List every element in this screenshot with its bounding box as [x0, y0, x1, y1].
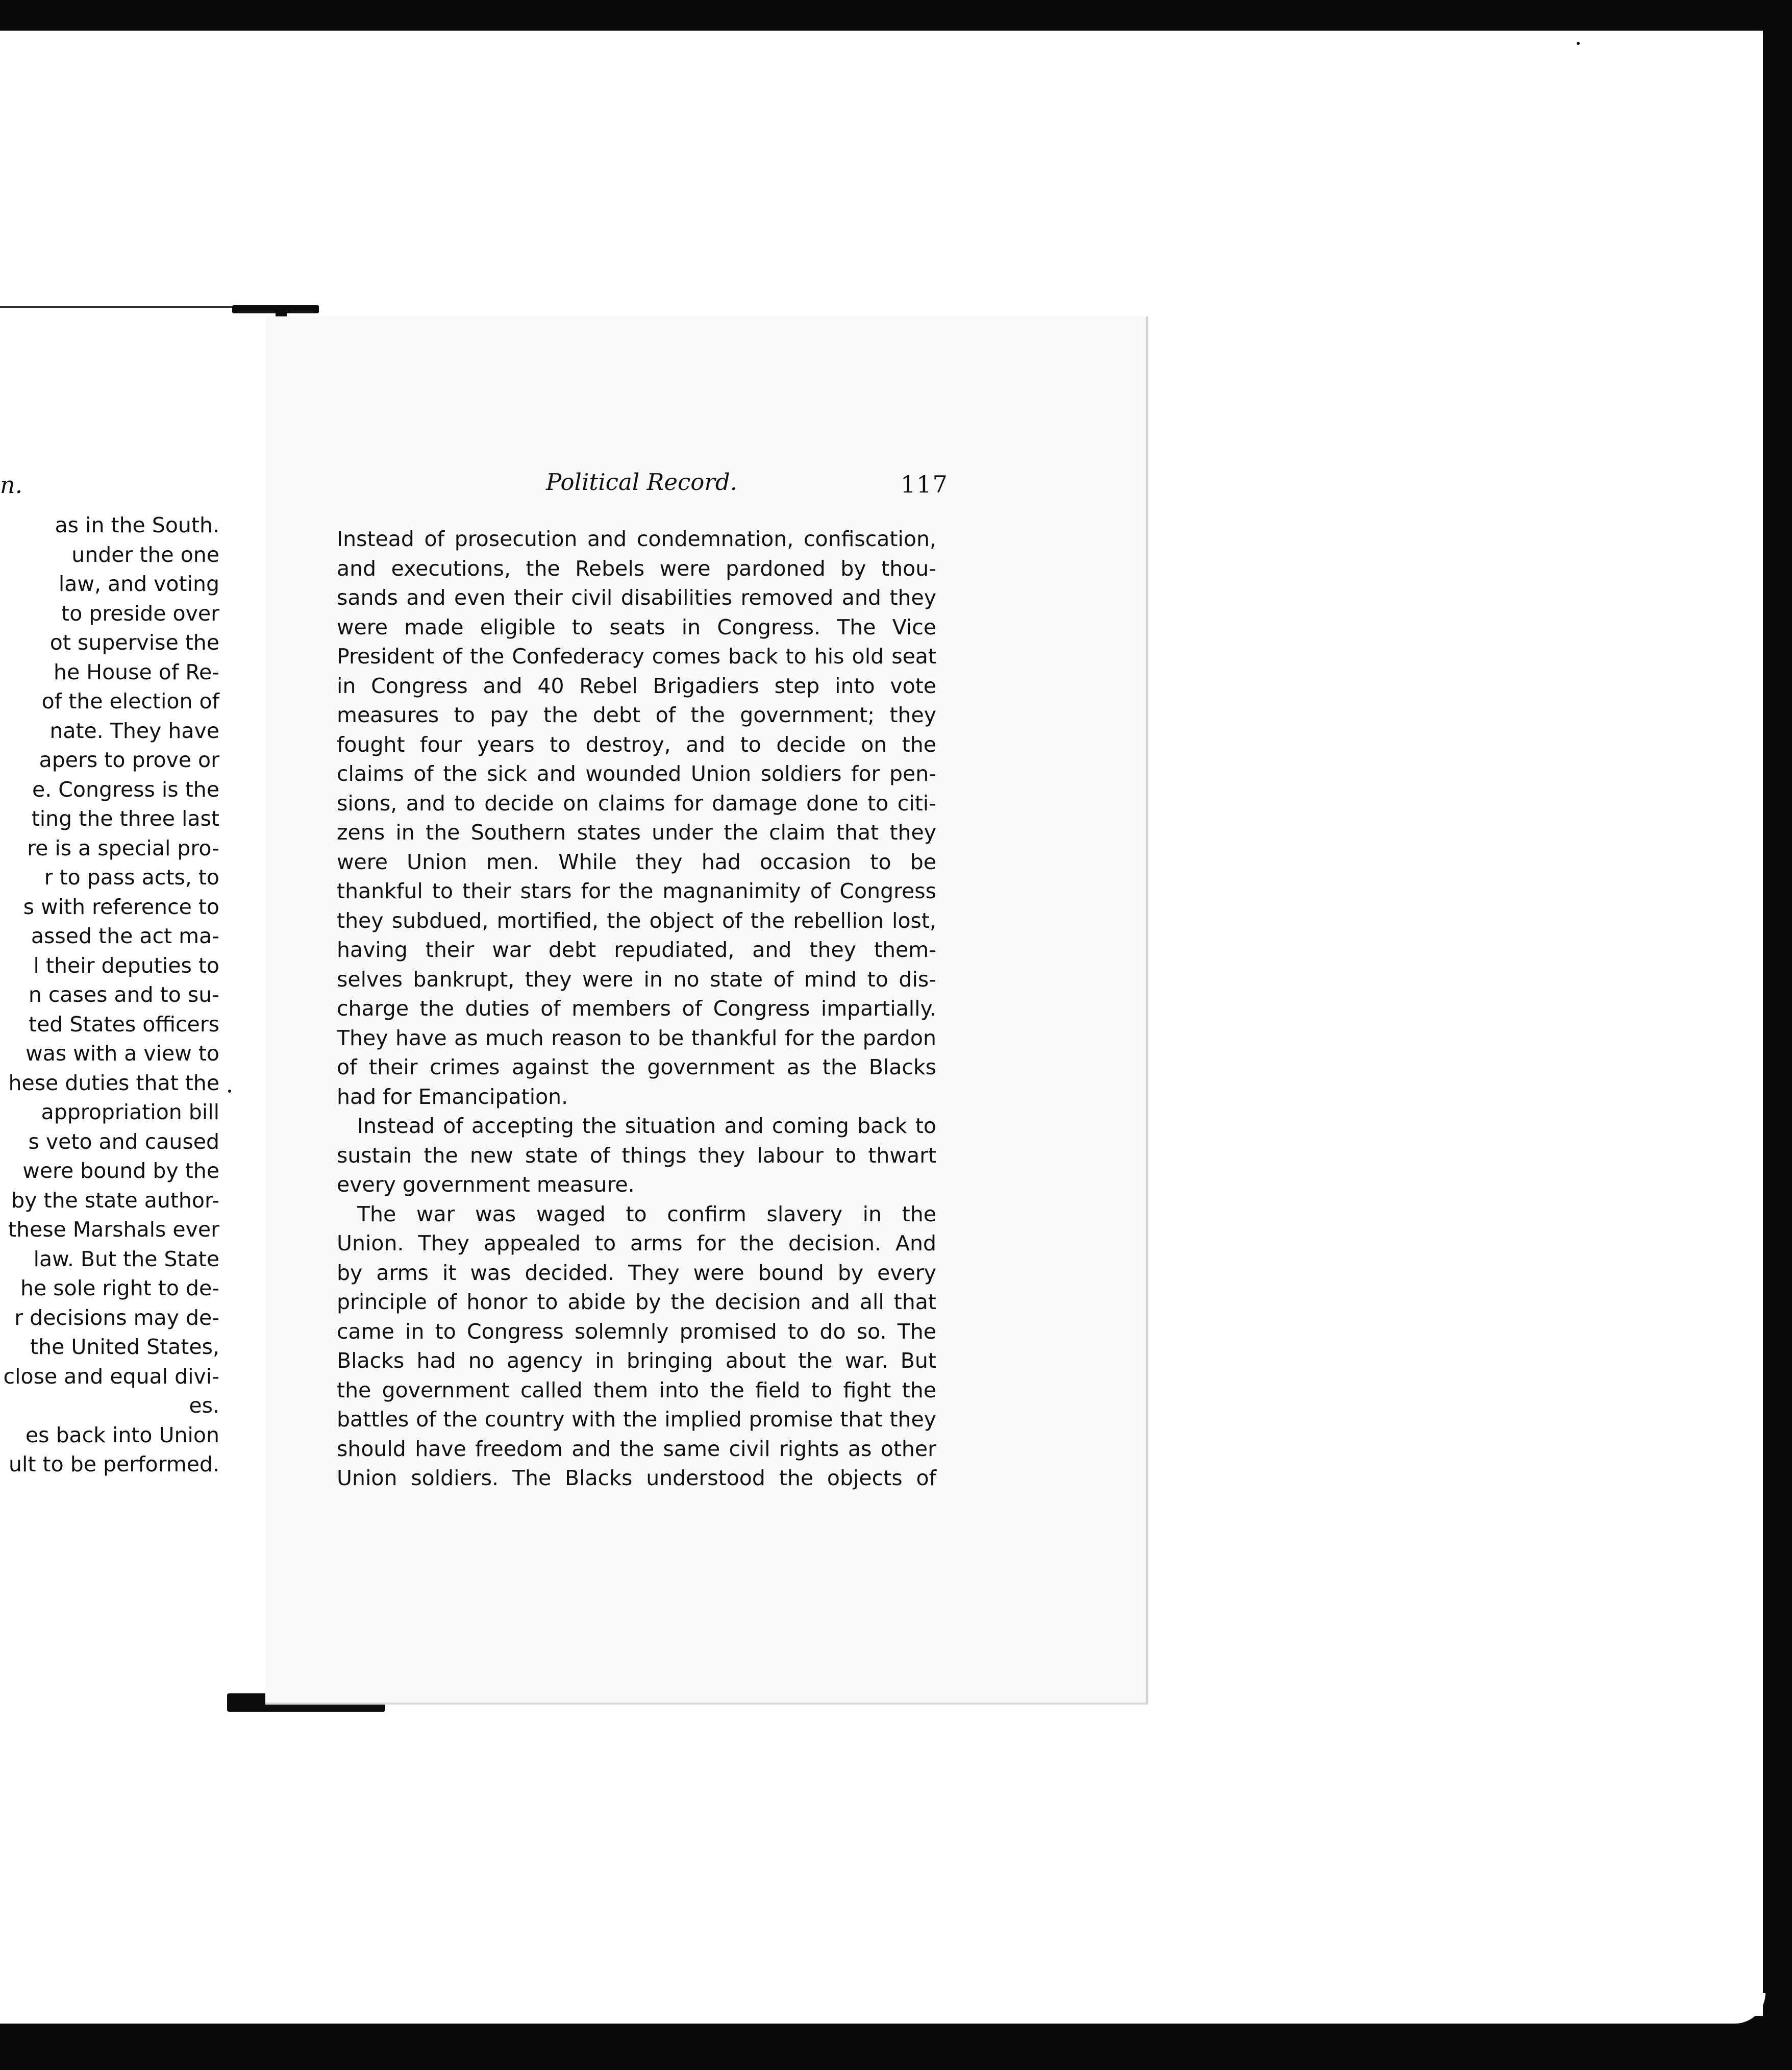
- left-text-line: he House of Re-: [54, 659, 219, 684]
- text-line: Instead of prosecution and condemnation, confiscation,: [337, 527, 936, 551]
- text-line: thankful to their stars for the magnanimity of Congress: [337, 879, 936, 903]
- left-text-line: he sole right to de-: [20, 1276, 219, 1300]
- text-line: sands and even their civil disabilities removed and they: [337, 585, 936, 610]
- left-text-line: close and equal divi-: [3, 1364, 219, 1389]
- left-text-line: of the election of: [41, 689, 219, 713]
- left-text-line: e. Congress is the: [32, 777, 219, 802]
- text-line: were made eligible to seats in Congress. The Vice: [337, 614, 936, 639]
- left-text-line: appropriation bill: [41, 1100, 219, 1124]
- text-line: and executions, the Rebels were pardoned by thou-: [337, 556, 936, 581]
- text-line: selves bankrupt, they were in no state of mind to dis-: [337, 967, 936, 992]
- text-line: President of the Confederacy comes back to his old seat: [337, 644, 936, 669]
- left-text-line: n cases and to su-: [28, 982, 219, 1007]
- text-line: claims of the sick and wounded Union soldiers for pen-: [337, 761, 936, 786]
- left-text-line: the United States,: [30, 1335, 219, 1359]
- text-line: in Congress and 40 Rebel Brigadiers step into vote: [337, 673, 936, 698]
- text-line: Union soldiers. The Blacks understood the objects of: [337, 1466, 936, 1490]
- left-text-line: r decisions may de-: [14, 1305, 219, 1330]
- body-text: [337, 525, 936, 1493]
- left-text-line: s veto and caused: [28, 1129, 219, 1154]
- text-line: they subdued, mortified, the object of the rebellion lost,: [337, 908, 936, 933]
- text-line: battles of the country with the implied promise that they: [337, 1407, 936, 1432]
- left-text-line: apers to prove or: [39, 748, 219, 772]
- text-line: charge the duties of members of Congress impartially.: [337, 996, 936, 1021]
- left-facing-page: [0, 306, 260, 1716]
- frame-border-right-edge: [1735, 40, 1763, 2016]
- dust-speck: [1577, 42, 1580, 45]
- left-running-head-fragment: n.: [0, 471, 23, 499]
- text-line: Instead of accepting the situation and coming back to: [357, 1114, 936, 1138]
- left-text-line: l their deputies to: [33, 953, 219, 978]
- left-text-line: r to pass acts, to: [44, 865, 219, 890]
- frame-border-bottom-edge: [0, 1993, 1765, 2024]
- text-line: by arms it was decided. They were bound by every: [337, 1260, 936, 1285]
- running-head: Political Record.: [546, 469, 737, 496]
- page-number: 117: [901, 471, 949, 498]
- text-line: the government called them into the field to fight the: [337, 1377, 936, 1402]
- text-line: The war was waged to confirm slavery in the: [357, 1201, 936, 1226]
- binding-clip-top: [232, 305, 319, 313]
- margin-dot: [228, 1090, 231, 1093]
- text-line: came in to Congress solemnly promised to do so. The: [337, 1319, 936, 1344]
- frame-border-top-edge: [0, 31, 1792, 61]
- left-text-line: hese duties that the: [8, 1070, 219, 1095]
- left-text-line: ot supervise the: [49, 630, 219, 655]
- left-text-line: these Marshals ever: [8, 1217, 219, 1242]
- text-line: Union. They appealed to arms for the decision. And: [337, 1231, 936, 1255]
- left-page-text: [0, 511, 219, 1480]
- left-text-line: es back into Union: [25, 1422, 219, 1447]
- left-text-line: re is a special pro-: [27, 835, 219, 860]
- left-text-line: under the one: [71, 542, 219, 567]
- left-text-line: were bound by the: [22, 1159, 219, 1183]
- text-line: were Union men. While they had occasion to be: [337, 849, 936, 874]
- text-line: sustain the new state of things they labour to thwart: [337, 1143, 936, 1168]
- left-text-line: was with a view to: [26, 1041, 219, 1066]
- left-text-line: assed the act ma-: [31, 924, 219, 948]
- left-text-line: nate. They have: [49, 718, 219, 743]
- frame-border-bottom: [0, 2016, 1792, 2070]
- left-text-line: by the state author-: [11, 1188, 219, 1213]
- left-text-line: as in the South.: [55, 513, 219, 537]
- text-line: zens in the Southern states under the claim that they: [337, 820, 936, 845]
- left-text-line: ted States officers: [29, 1012, 219, 1037]
- text-line: Blacks had no agency in bringing about the war. But: [337, 1348, 936, 1373]
- text-line: principle of honor to abide by the decision and all that: [337, 1290, 936, 1314]
- left-text-line: ting the three last: [31, 806, 219, 831]
- left-text-line: s with reference to: [23, 894, 219, 919]
- left-text-line: ult to be performed.: [9, 1452, 219, 1476]
- text-line: had for Emancipation.: [337, 1084, 568, 1109]
- frame-border-right: [1763, 0, 1792, 2070]
- text-line: should have freedom and the same civil rights as other: [337, 1436, 936, 1461]
- text-line: every government measure.: [337, 1172, 635, 1197]
- text-line: They have as much reason to be thankful for the pardon: [337, 1025, 936, 1050]
- left-text-line: to preside over: [61, 601, 219, 626]
- left-text-line: law. But the State: [33, 1246, 219, 1271]
- text-line: having their war debt repudiated, and they them-: [337, 938, 936, 962]
- left-text-line: es.: [189, 1393, 219, 1418]
- text-line: fought four years to destroy, and to decide on the: [337, 732, 936, 757]
- text-line: measures to pay the debt of the government; they: [337, 703, 936, 727]
- text-line: sions, and to decide on claims for damage done to citi-: [337, 791, 936, 816]
- text-line: of their crimes against the government as the Blacks: [337, 1055, 936, 1079]
- left-text-line: law, and voting: [58, 572, 219, 596]
